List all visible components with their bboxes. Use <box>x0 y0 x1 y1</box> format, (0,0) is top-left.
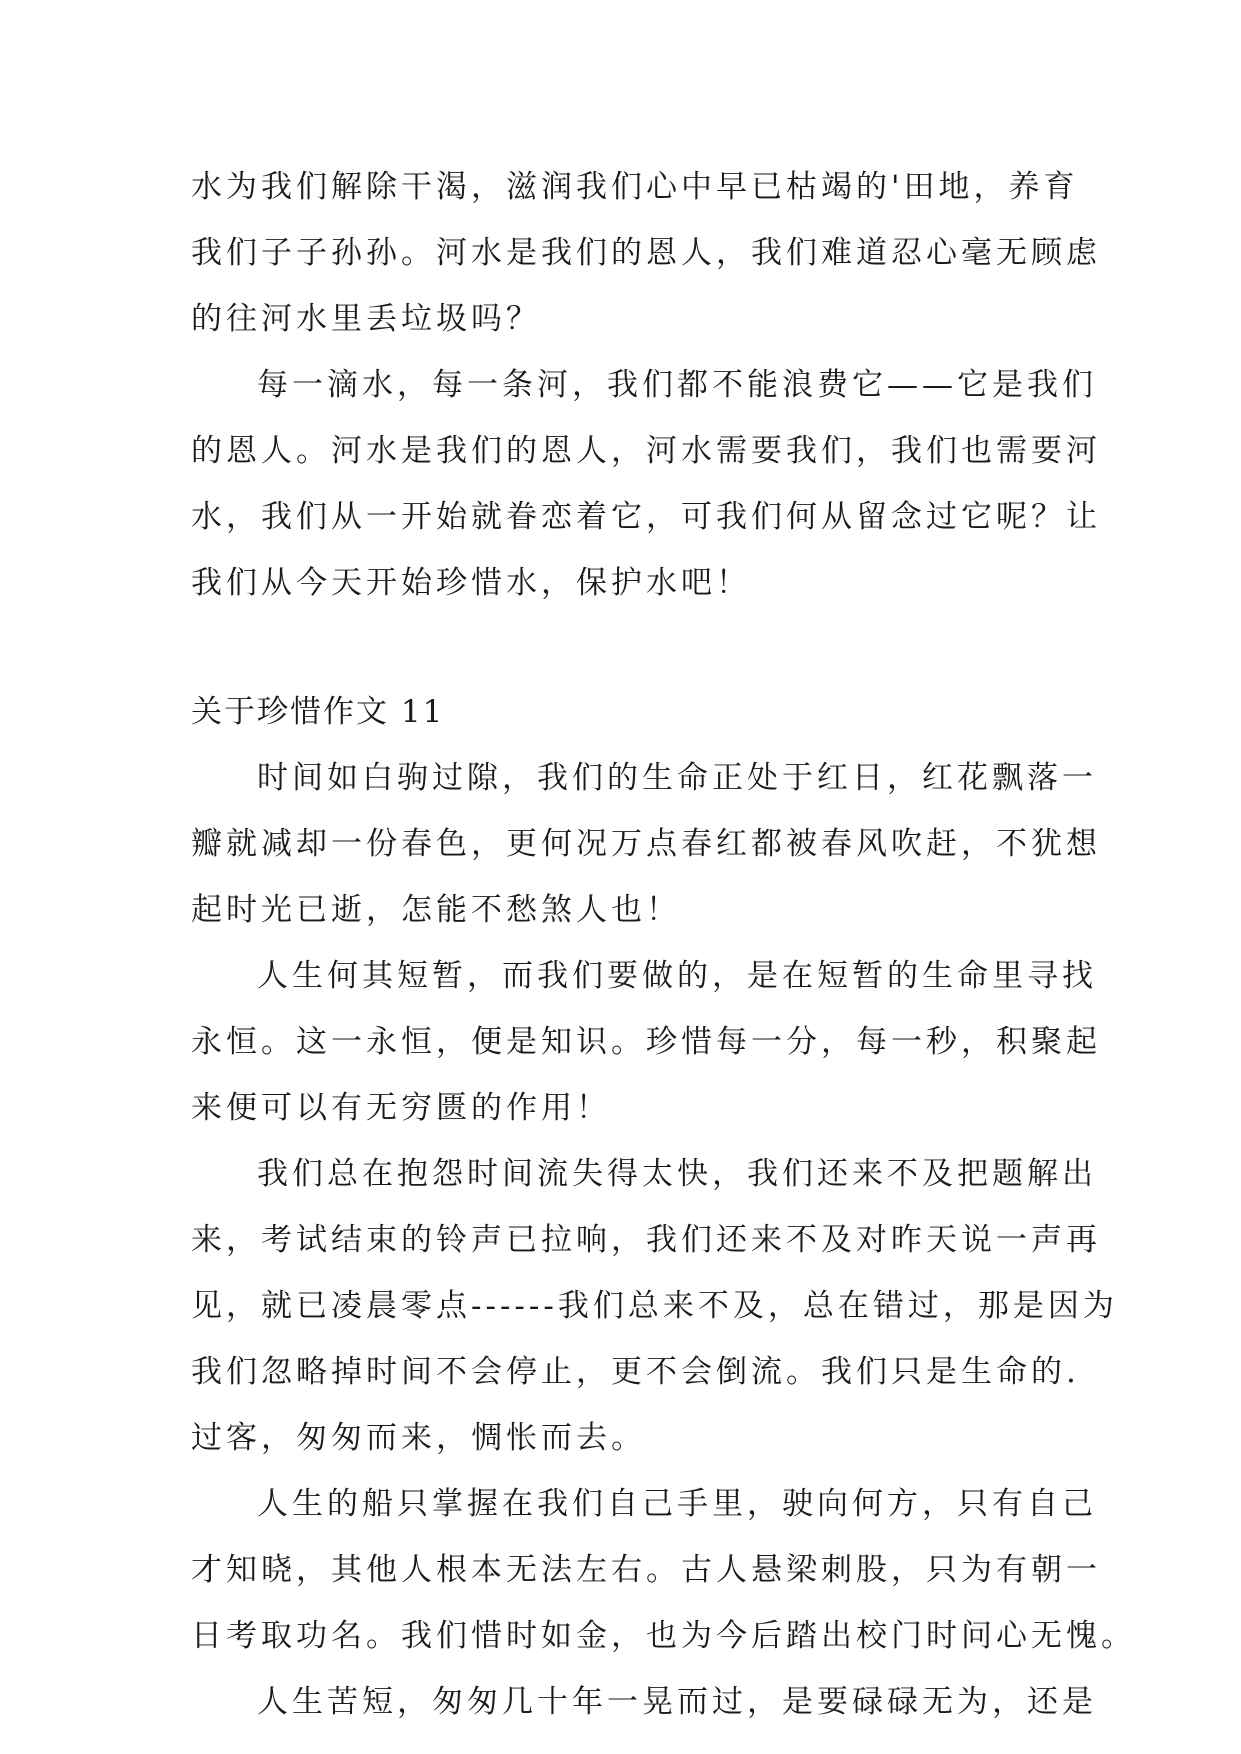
paragraph <box>191 745 1101 943</box>
text-line: 的恩人。河水是我们的恩人，河水需要我们，我们也需要河 <box>191 433 1101 469</box>
text-line: 人生苦短，匆匆几十年一晃而过，是要碌碌无为，还是 <box>257 1684 1097 1720</box>
document-body <box>191 154 1136 1735</box>
text-line: 我们从今天开始珍惜水，保护水吧！ <box>191 565 751 601</box>
text-line: 我们总在抱怨时间流失得太快，我们还来不及把题解出 <box>257 1156 1097 1192</box>
text-line: 时间如白驹过隙，我们的生命正处于红日，红花飘落一 <box>257 760 1097 796</box>
section-heading: 关于珍惜作文 11 <box>191 694 445 730</box>
text-line: 我们子子孙孙。河水是我们的恩人，我们难道忍心毫无顾虑 <box>191 235 1101 271</box>
text-line: 人生何其短暂，而我们要做的，是在短暂的生命里寻找 <box>257 958 1097 994</box>
paragraph <box>191 154 1101 352</box>
paragraph <box>191 1471 1136 1669</box>
section-gap <box>191 616 1051 679</box>
text-line: 起时光已逝，怎能不愁煞人也！ <box>191 892 681 928</box>
text-line: 瓣就减却一份春色，更何况万点春红都被春风吹赶，不犹想 <box>191 826 1101 862</box>
text-line: 日考取功名。我们惜时如金，也为今后踏出校门时问心无愧。 <box>191 1618 1136 1654</box>
text-line: 过客，匆匆而来，惆怅而去。 <box>191 1420 646 1456</box>
paragraph <box>191 1669 1097 1735</box>
text-line: 的往河水里丢垃圾吗？ <box>191 301 541 337</box>
paragraph <box>191 943 1101 1141</box>
text-line: 水为我们解除干渴，滋润我们心中早已枯竭的'田地，养育 <box>191 169 1079 205</box>
text-line: 每一滴水，每一条河，我们都不能浪费它——它是我们 <box>257 367 1097 403</box>
text-line: 水，我们从一开始就眷恋着它，可我们何从留念过它呢？让 <box>191 499 1101 535</box>
text-line: 人生的船只掌握在我们自己手里，驶向何方，只有自己 <box>257 1486 1097 1522</box>
paragraph <box>191 352 1101 616</box>
paragraph <box>191 1141 1118 1471</box>
text-line: 才知晓，其他人根本无法左右。古人悬梁刺股，只为有朝一 <box>191 1552 1101 1588</box>
text-line: 永恒。这一永恒，便是知识。珍惜每一分，每一秒，积聚起 <box>191 1024 1101 1060</box>
text-line: 我们忽略掉时间不会停止，更不会倒流。我们只是生命的. <box>191 1354 1080 1390</box>
text-line: 来，考试结束的铃声已拉响，我们还来不及对昨天说一声再 <box>191 1222 1101 1258</box>
text-line: 见，就已凌晨零点------我们总来不及，总在错过，那是因为 <box>191 1288 1118 1324</box>
text-line: 来便可以有无穷匮的作用！ <box>191 1090 611 1126</box>
